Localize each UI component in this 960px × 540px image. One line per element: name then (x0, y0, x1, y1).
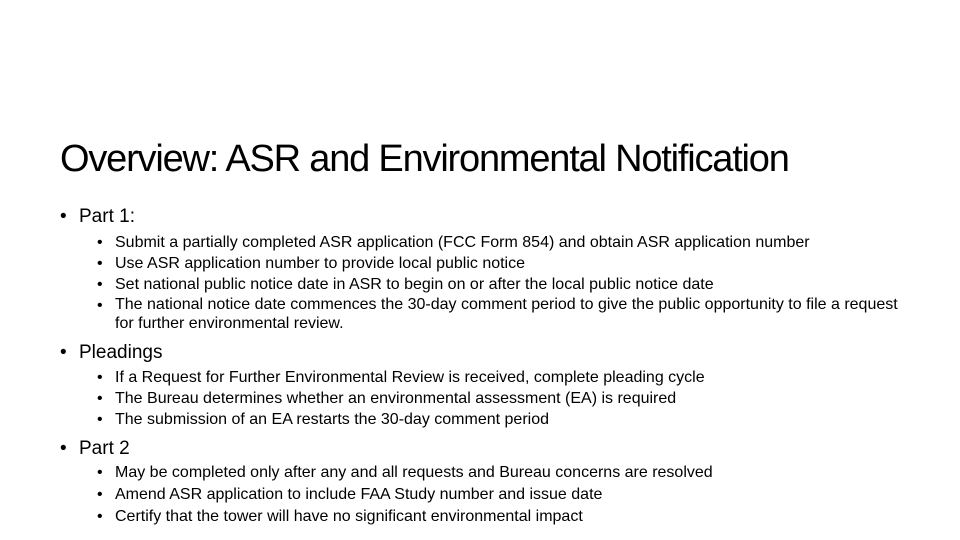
bullet-icon: • (60, 438, 67, 459)
section-heading (60, 341, 940, 365)
list-item (97, 484, 940, 506)
section-heading (60, 437, 940, 461)
list-item-text: If a Request for Further Environmental Review is received, complete pleading cycle (115, 369, 705, 386)
bullet-icon: • (97, 464, 103, 481)
list-item-text: Set national public notice date in ASR to begin on or after the local public notice date (115, 276, 714, 293)
section-heading-text: Part 1: (79, 206, 135, 227)
list-item (97, 295, 940, 333)
list-item (97, 232, 940, 253)
bullet-icon: • (97, 369, 103, 386)
list-item (97, 409, 940, 430)
list-item (97, 506, 940, 528)
sub-bullet-list (97, 232, 940, 333)
section-part-2 (60, 437, 940, 528)
list-item (97, 388, 940, 409)
bullet-icon: • (97, 390, 103, 407)
slide-title: Overview: ASR and Environmental Notification (60, 138, 789, 180)
list-item (97, 274, 940, 295)
bullet-icon: • (97, 276, 103, 293)
bullet-icon: • (60, 206, 67, 227)
sub-bullet-list (97, 367, 940, 430)
bullet-icon: • (97, 411, 103, 428)
list-item-text: The national notice date commences the 30-day comment period to give the public opportunity to file a request for further environmental review. (115, 296, 898, 332)
section-pleadings (60, 341, 940, 430)
list-item (97, 253, 940, 274)
bullet-icon: • (60, 342, 67, 363)
bullet-icon: • (97, 508, 103, 525)
bullet-icon: • (97, 297, 103, 314)
slide-content (60, 205, 940, 528)
list-item (97, 367, 940, 388)
section-heading (60, 205, 940, 229)
list-item-text: May be completed only after any and all requests and Bureau concerns are resolved (115, 464, 713, 481)
section-heading-text: Pleadings (79, 342, 163, 363)
list-item-text: Amend ASR application to include FAA Study number and issue date (115, 486, 603, 503)
list-item-text: The Bureau determines whether an environmental assessment (EA) is required (115, 390, 677, 407)
bullet-icon: • (97, 234, 103, 251)
list-item (97, 462, 940, 484)
bullet-icon: • (97, 486, 103, 503)
list-item-text: The submission of an EA restarts the 30-day comment period (115, 411, 549, 428)
list-item-text: Certify that the tower will have no significant environmental impact (115, 508, 583, 525)
list-item-text: Submit a partially completed ASR application (FCC Form 854) and obtain ASR application number (115, 234, 810, 251)
list-item-text: Use ASR application number to provide local public notice (115, 255, 526, 272)
sub-bullet-list (97, 462, 940, 528)
section-part-1 (60, 205, 940, 333)
section-heading-text: Part 2 (79, 438, 130, 459)
bullet-icon: • (97, 255, 103, 272)
